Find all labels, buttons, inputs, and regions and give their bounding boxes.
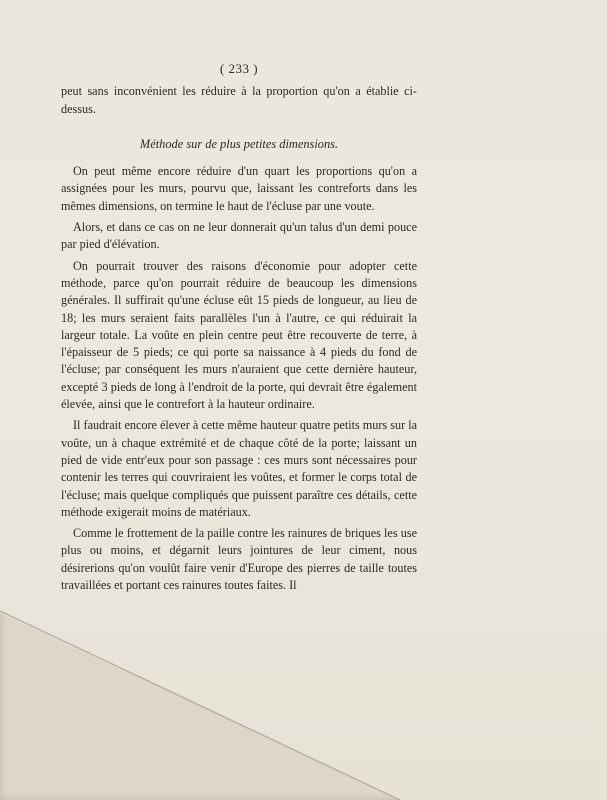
section-heading: Méthode sur de plus petites dimensions. <box>139 136 339 151</box>
continuation-paragraph: peut sans inconvénient les réduire à la proportion qu'on a établie ci-dessus. <box>61 84 417 116</box>
paragraph: On peut même encore réduire d'un quart les proportions qu'on a assignées pour les murs, pourvu que, laissant les contreforts dans les mêmes dimensions, on termine le haut de l'écluse par une voute. <box>61 164 417 213</box>
page-number: ( 233 ) <box>219 61 259 76</box>
document-text <box>61 60 417 594</box>
folded-corner <box>0 560 607 800</box>
paragraph: Il faudrait encore élever à cette même hauteur quatre petits murs sur la voûte, un à chaque extrémité et de chaque côté de la porte; laissant un pied de vide entr'eux pour son passage : ces murs sont nécessaires pour contenir les terres qui couvriraient les voûtes, et former le corps total de l'écluse; mais quelque compliqués que puissent paraître ces détails, cette méthode exigerait moins de matériaux. <box>61 418 417 519</box>
paragraph: Alors, et dans ce cas on ne leur donnerait qu'un talus d'un demi pouce par pied d'élévation. <box>61 220 417 252</box>
paragraph: Comme le frottement de la paille contre les rainures de briques les use plus ou moins, et dégarnit leurs jointures de leur ciment, nous désirerions qu'on voulût faire venir d'Europe des pierres de taille toutes travaillées et portant ces rainures toutes faites. Il <box>61 526 417 593</box>
paragraph: On pourrait trouver des raisons d'économie pour adopter cette méthode, parce qu'on pourrait réduire de beaucoup les dimensions générales. Il suffirait qu'une écluse eût 15 pieds de longueur, au lieu de 18; les murs seraient faits parallèles l'un à l'autre, ce qui réduirait la largeur totale. La voûte en plein centre peut être recouverte de terre, à l'épaisseur de 5 pieds; ce qui porte sa naissance à 4 pieds du fond de l'écluse; par conséquent les murs n'auraient que cette dernière hauteur, excepté 3 pieds de long à l'endroit de la porte, qui devrait être également élevée, ainsi que le contrefort à la hauteur ordinaire. <box>61 258 417 412</box>
